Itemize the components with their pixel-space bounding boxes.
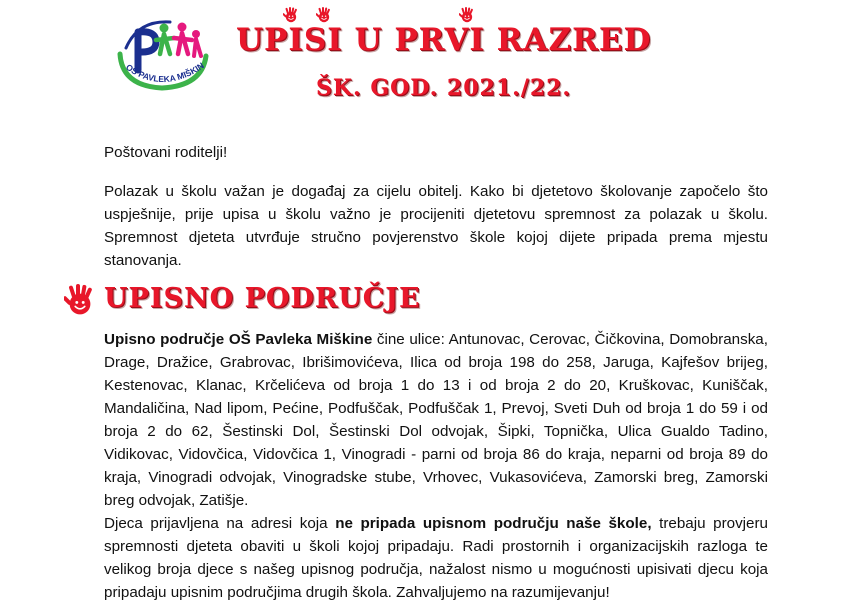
note-text-bold: ne pripada upisnom području naše škole, [335,515,652,532]
section-title: UPISNO PODRUČJE [104,283,421,314]
school-logo-text: OŠ PAVLEKA MIŠKIN [124,60,206,85]
waving-hand-icon [459,7,475,23]
page-title: UPISI U PRVI RAZRED [236,22,652,58]
waving-hand-icon [316,7,332,23]
note-text-end: trebaju provjeru spremnosti djeteta obaviti u školi kojoj pripadaju. Radi prostornih i organizacijskih razloga te velikog broja djece s našeg upisnog područja, nažalost nismo u mogućnosti upisivati djecu koja pripadaju upisnim područjima drugih škola. Zahvaljujemo na razumijevanju! [104,515,768,601]
enrollment-area-lead: Upisno područje OŠ Pavleka Miškine [104,331,373,348]
school-year-subtitle: ŠK. GOD. 2021./22. [316,75,572,101]
note-text-start: Djeca prijavljena na adresi koja [104,515,336,532]
note-paragraph [104,512,768,604]
enrollment-area-paragraph [104,328,768,512]
waving-hand-icon [64,284,96,316]
intro-paragraph: Polazak u školu važan je događaj za cijelu obitelj. Kako bi djetetovo školovanje započelo što uspješnije, prije upisa u školu važno je procijeniti djetetovu spremnost za polazak u školu. Spremnost djeteta utvrđuje stručno povjerenstvo škole kojoj dijete pripada prema mjestu stanovanja. [104,183,768,269]
school-logo [110,14,215,96]
school-logo-graphic [110,14,215,96]
waving-hand-icon [283,7,299,23]
greeting-text: Poštovani roditelji! [104,144,228,161]
enrollment-area-streets: čine ulice: Antunovac, Cerovac, Čičkovina, Domobranska, Drage, Dražice, Grabrovac, Ibrišimovićeva, Ilica od broja 198 do 258, Jaruga, Kajfešov brijeg, Kestenovac, Klanac, Krčelićeva od broja 1 do 13 i od broja 2 do 20, Kruškovac, Kuniščak, Mandaličina, Nad lipom, Pećine, Podfuščak, Podfuščak 1, Prevoj, Sveti Duh od broja 1 do 59 i od broja 2 do 62, Šestinski Dol, Šestinski Dol odvojak, Šipki, Topnička, Ulica Gualdo Tadino, Vidikovac, Vidovčica, Vidovčica 1, Vinogradi - parni od broja 86 do kraja, neparni od broja 89 do kraja, Vinogradi odvojak, Vinogradske stube, Vrhovec, Vukasovićeva, Zamorski breg, Zamorski breg odvojak, Zatišje. [104,331,768,509]
